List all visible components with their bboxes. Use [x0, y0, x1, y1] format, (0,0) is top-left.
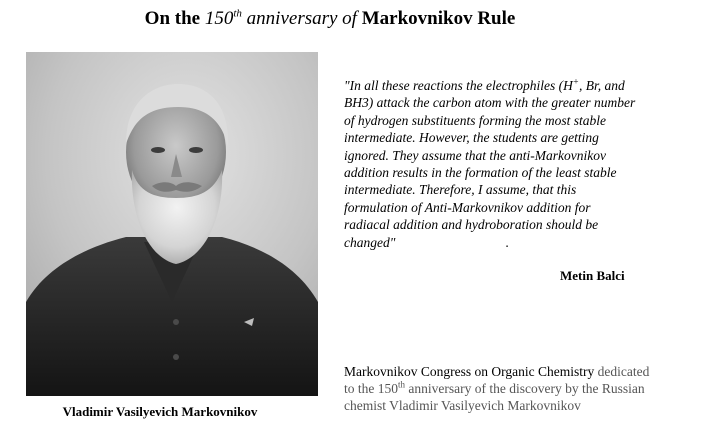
quote-line: ignored. They assume that the anti-Markovnikov — [344, 147, 606, 163]
congress-name: Markovnikov Congress on Organic Chemistry — [344, 364, 595, 379]
quote-line — [344, 77, 704, 94]
congress-note — [344, 363, 714, 414]
quote-line: radiacal addition and hydroboration should be — [344, 217, 599, 233]
portrait-image — [26, 52, 318, 396]
title-superscript: th — [233, 7, 242, 20]
portrait-caption: Vladimir Vasilyevich Markovnikov — [62, 404, 258, 419]
title-anniversary — [205, 8, 362, 29]
title-number: 150 — [204, 8, 234, 29]
portrait-photo — [26, 52, 318, 396]
quote-block — [344, 77, 704, 251]
congress-superscript: th — [398, 379, 406, 390]
quote-line: intermediate. However, the students are getting — [344, 130, 599, 146]
title-prefix: On the — [144, 8, 205, 29]
quote-text: , Br, and — [578, 78, 625, 93]
quote-line: intermediate. Therefore, I assume, that this — [344, 182, 577, 198]
quote-dot: . — [505, 234, 509, 250]
quote-line: formulation of Anti-Markovnikov addition for — [344, 199, 591, 215]
quote-superscript: + — [572, 76, 579, 87]
quote-author: Metin Balci — [560, 268, 625, 283]
quote-line: addition results in the formation of the least stable — [344, 165, 617, 181]
quote-line — [344, 234, 704, 251]
title-subject: Markovnikov Rule — [361, 8, 516, 29]
title-middle: anniversary of — [241, 8, 362, 29]
congress-text: anniversary of the discovery by the Russian — [405, 381, 645, 396]
quote-line: of hydrogen substituents forming the most stable — [344, 112, 606, 128]
congress-line — [344, 363, 714, 380]
page-title — [0, 8, 660, 30]
quote-text: "In all these reactions the electrophiles (H — [344, 78, 573, 93]
congress-line: chemist Vladimir Vasilyevich Markovnikov — [344, 398, 581, 413]
quote-line: BH3) attack the carbon atom with the greater number — [344, 95, 636, 111]
congress-line — [344, 380, 714, 397]
congress-text: to the 150 — [344, 381, 398, 396]
quote-text: changed" — [344, 234, 396, 250]
congress-text: dedicated — [594, 364, 650, 379]
